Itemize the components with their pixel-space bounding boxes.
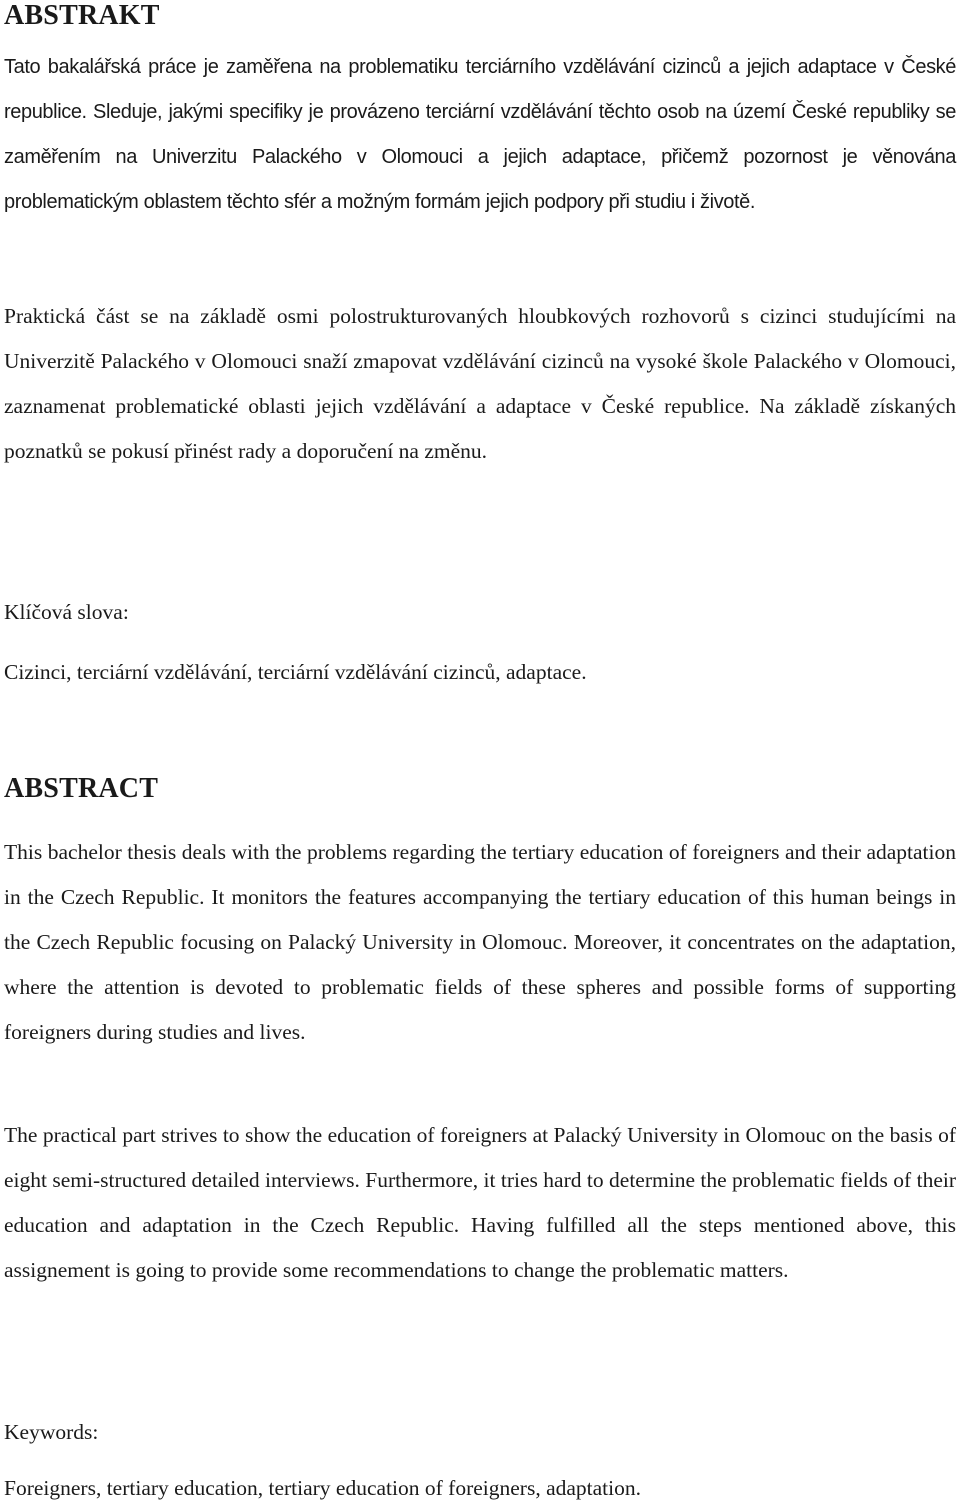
- abstract-paragraph-2: The practical part strives to show the education of foreigners at Palacký University in Olomouc on the basis of eight semi-structured detailed interviews. Furthermore, it tries hard to determine the problematic fields of their education and adaptation in the Czech Republic. Having fulfilled all the steps mentioned above, this assignement is going to provide some recommendations to change the problematic matters.: [4, 1123, 956, 1282]
- klicova-slova-list: Cizinci, terciární vzdělávání, terciární vzdělávání cizinců, adaptace.: [4, 660, 587, 684]
- abstract-paragraph-1: This bachelor thesis deals with the problems regarding the tertiary education of foreigners and their adaptation in the Czech Republic. It monitors the features accompanying the tertiary education of this human beings in the Czech Republic focusing on Palacký University in Olomouc. Moreover, it concentrates on the adaptation, where the attention is devoted to problematic fields of these spheres and possible forms of supporting foreigners during studies and lives.: [4, 840, 956, 1044]
- abstrakt-heading: ABSTRAKT: [4, 0, 160, 31]
- klicova-slova-label: Klíčová slova:: [4, 600, 129, 624]
- keywords-label: Keywords:: [4, 1420, 99, 1444]
- abstrakt-paragraph-1: Tato bakalářská práce je zaměřena na problematiku terciárního vzdělávání cizinců a jejich adaptace v České republice. Sleduje, jakými specifiky je provázeno terciární vzdělávání těchto osob na území České republiky se zaměřením na Univerzitu Palackého v Olomouci a jejich adaptace, přičemž pozornost je věnována problematickým oblastem těchto sfér a možným formám jejich podpory při studiu i životě.: [4, 56, 956, 213]
- abstract-heading: ABSTRACT: [4, 773, 159, 804]
- keywords-list: Foreigners, tertiary education, tertiary education of foreigners, adaptation.: [4, 1476, 641, 1500]
- abstrakt-paragraph-2: Praktická část se na základě osmi polostrukturovaných hloubkových rozhovorů s cizinci studujícími na Univerzitě Palackého v Olomouci snaží zmapovat vzdělávání cizinců na vysoké škole Palackého v Olomouci, zaznamenat problematické oblasti jejich vzdělávání a adaptace v České republice. Na základě získaných poznatků se pokusí přinést rady a doporučení na změnu.: [4, 304, 956, 463]
